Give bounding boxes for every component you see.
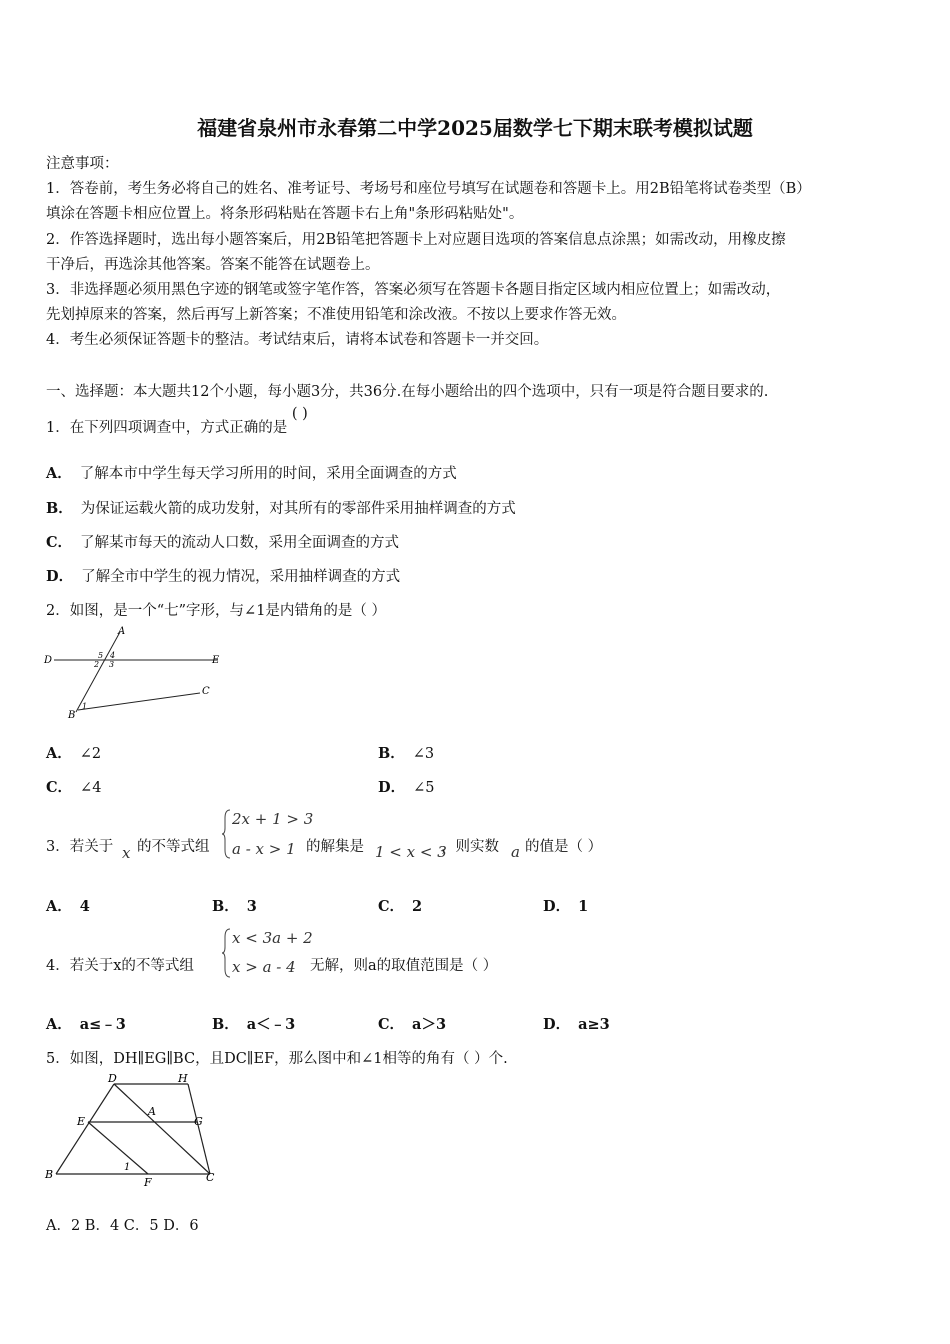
var-a: a [511, 843, 520, 861]
angle-3: 3 [109, 660, 115, 669]
segment-hc [188, 1084, 210, 1174]
option-label: A． [46, 898, 72, 915]
label-a: A [148, 1105, 156, 1118]
option-text: ∠4 [80, 780, 102, 796]
question-3-stem-e: 的值是（ ） [525, 839, 603, 855]
option-text: ∠3 [412, 746, 435, 762]
question-2-stem: 2．如图，是一个“七”字形，与∠1是内错角的是（ ） [46, 603, 387, 619]
option-text: 2 [412, 898, 423, 915]
label-d: D [44, 655, 53, 666]
option-label: A． [46, 745, 72, 762]
question-3-stem-b: 的不等式组 [137, 839, 210, 855]
notice-line: 2．作答选择题时，选出每小题答案后，用2B铅笔把答题卡上对应题目选项的答案信息点涂黑；如需改动，用橡皮擦 [46, 232, 786, 248]
system-row-1: 2x + 1 > 3 [232, 810, 314, 828]
option-label: D． [46, 568, 74, 585]
label-c: C [206, 1171, 215, 1184]
q3-option-a [46, 895, 90, 916]
question-3-stem-a: 3．若关于 [46, 839, 114, 855]
angle-4: 4 [110, 651, 116, 660]
notice-line: 3．非选择题必须用黑色字迹的钢笔或签字笔作答，答案必须写在答题卡各题目指定区域内相应位置上；如需改动， [46, 282, 781, 298]
angle-1: 1 [82, 702, 88, 711]
line-ab [76, 632, 120, 712]
label-a: A [118, 626, 126, 637]
question-5-stem: 5．如图，DH∥EG∥BC，且DC∥EF，那么图中和∠1相等的角有（ ）个. [46, 1051, 508, 1067]
angle-2: 2 [94, 660, 100, 669]
option-label: A． [46, 1016, 72, 1033]
option-text: 了解某市每天的流动人口数，采用全面调查的方式 [80, 535, 400, 551]
option-label: B． [212, 898, 239, 915]
label-b: B [68, 710, 76, 721]
q1-option-d [46, 565, 400, 586]
option-text: 1 [578, 898, 589, 915]
label-e: E [212, 655, 220, 666]
option-label: B． [46, 500, 73, 517]
page-title: 福建省泉州市永春第二中学2025届数学七下期末联考模拟试题 [197, 116, 753, 140]
var-x: x [122, 844, 131, 862]
q2-option-b [378, 742, 434, 763]
question-3-stem-c: 的解集是 [306, 839, 364, 855]
segment-ef [88, 1122, 148, 1174]
option-text: a≤﹣3 [79, 1016, 126, 1033]
q4-option-d [543, 1013, 610, 1034]
option-text: ∠2 [79, 746, 102, 762]
q5-figure [40, 1070, 230, 1190]
system-row-1: x < 3a + 2 [232, 929, 313, 947]
option-text: a＜﹣3 [246, 1016, 296, 1033]
option-text: a＞3 [412, 1016, 447, 1033]
label-d: D [108, 1072, 117, 1085]
notice-line: 4．考生必须保证答题卡的整洁。考试结束后，请将本试卷和答题卡一并交回。 [46, 332, 549, 348]
option-text: 3 [246, 898, 257, 915]
question-1-text: 1．在下列四项调查中，方式正确的是 [46, 420, 288, 436]
option-label: C． [46, 779, 73, 796]
q4-option-a [46, 1013, 126, 1034]
option-label: C． [378, 898, 405, 915]
option-text: 了解全市中学生的视力情况，采用抽样调查的方式 [81, 569, 401, 585]
label-c: C [202, 686, 210, 697]
label-f: F [144, 1176, 152, 1189]
question-1-stem [46, 406, 308, 437]
solution-set: 1 < x < 3 [375, 843, 447, 861]
q2-option-c [46, 776, 101, 797]
option-text: ∠5 [413, 780, 435, 796]
label-h: H [178, 1072, 188, 1085]
option-label: B． [212, 1016, 239, 1033]
brace [222, 927, 232, 979]
option-text: 为保证运载火箭的成功发射，对其所有的零部件采用抽样调查的方式 [80, 501, 516, 517]
segment-dc [114, 1084, 210, 1174]
notice-line: 干净后，再选涂其他答案。答案不能答在试题卷上。 [46, 257, 380, 273]
q1-option-c [46, 531, 399, 552]
q2-option-a [46, 742, 101, 763]
q3-option-b [212, 895, 257, 916]
q3-option-d [543, 895, 588, 916]
option-label: D． [378, 779, 406, 796]
answer-paren: ( ) [291, 406, 308, 422]
option-text: 4 [79, 898, 90, 915]
label-e: E [77, 1115, 86, 1128]
q2-option-d [378, 776, 434, 797]
angle-1: 1 [124, 1162, 131, 1173]
option-label: C． [46, 534, 73, 551]
option-text: 了解本市中学生每天学习所用的时间，采用全面调查的方式 [79, 466, 457, 482]
question-4-stem-a: 4．若关于x的不等式组 [46, 958, 194, 974]
q5-options: A．2 B．4 C．5 D．6 [46, 1218, 199, 1234]
section-heading: 一、选择题：本大题共12个小题，每小题3分，共36分.在每小题给出的四个选项中，只有一项是符合题目要求的. [46, 384, 769, 400]
notice-heading: 注意事项： [46, 156, 119, 172]
q3-option-c [378, 895, 422, 916]
segment-db [56, 1084, 114, 1174]
option-label: D． [543, 898, 571, 915]
notice-line: 填涂在答题卡相应位置上。将条形码粘贴在答题卡右上角"条形码粘贴处"。 [46, 206, 524, 222]
line-bc [78, 693, 200, 710]
option-label: C． [378, 1016, 405, 1033]
question-4-stem-b: 无解，则a的取值范围是（ ） [310, 958, 498, 974]
option-text: a≥3 [578, 1016, 610, 1033]
system-row-2: a - x > 1 [232, 840, 296, 858]
q2-figure [40, 624, 230, 724]
q4-option-b [212, 1013, 295, 1034]
q1-option-a [46, 462, 457, 483]
option-label: B． [378, 745, 405, 762]
option-label: A． [46, 465, 72, 482]
option-label: D． [543, 1016, 571, 1033]
notice-line: 先划掉原来的答案，然后再写上新答案；不准使用铅笔和涂改液。不按以上要求作答无效。 [46, 307, 626, 323]
brace [222, 808, 232, 860]
system-row-2: x > a - 4 [232, 958, 296, 976]
q1-option-b [46, 497, 516, 518]
label-b: B [45, 1168, 54, 1181]
notice-line: 1．答卷前，考生务必将自己的姓名、准考证号、考场号和座位号填写在试题卷和答题卡上。用2B铅笔将试卷类型（B） [46, 181, 811, 197]
question-3-stem-d: ，则实数 [441, 839, 499, 855]
label-g: G [194, 1115, 203, 1128]
q4-option-c [378, 1013, 446, 1034]
angle-5: 5 [98, 651, 104, 660]
